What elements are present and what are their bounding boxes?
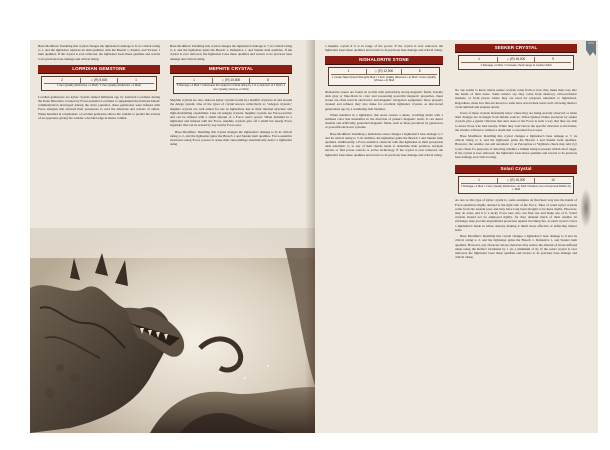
stat-cell: ◇ (R) 12,500 [367, 69, 403, 74]
stat-cell: 1 [331, 69, 367, 74]
solari-mods: 1 Damage +1 Mod / 1 Item Quality (Defensive +1) Mod / Reduce cost of improved Reflect by ◇ Mod [461, 184, 571, 192]
stat-cell: 8 [418, 69, 421, 74]
stat-cell: 1 [461, 57, 498, 62]
right-column-1 [325, 44, 443, 159]
lorrdian-stats [41, 76, 157, 91]
right-col1-body3: Base Modifiers: Installing a nishalorite stone changes a lightsaber's base damage to 7 and its critical rating to 3. In addition, the lightsaber gains the Breach 1 and Sunder item qualities. Additionally, a Force-sensitive character with this lightsaber in their possession adds automatic ◇ to any of their checks made to determine their position, navigate terrain, or find power sources or active technology. If the crystal is ever removed, the lightsaber loses these qualities and reverts to its previous base damage and critical rating. [325, 131, 443, 157]
lorrdian-mods: 1 Item Quality (Defensive +1 Mod) / 1 Item Quality (Deflection +1 Mod) [44, 83, 154, 88]
mephite-title: MEPHITE CRYSTAL [170, 65, 292, 74]
stat-cell: ◇ (R) 10,800 [213, 78, 250, 83]
solari-stats [458, 176, 574, 194]
right-col1-top: a mephite crystal if it is in range of the power. If the crystal is ever removed, the lightsaber loses these qualities and reverts to its previous base damage and critical rating. [325, 44, 443, 53]
right-column-2 [455, 44, 577, 261]
stat-cell: ◇ (R) 16,000 [498, 178, 535, 183]
nishalorite-mods: 1 Innate Talent (Feral Strength) Mod / 1 Item Quality (Disorient +1) Mod / 1 Item Quality (Vicious +1) Mod [332, 75, 436, 83]
seeker-mods: 1 Damage +1 Mod, 1 Increase check range to medium Mod [461, 62, 571, 67]
seeker-stats [458, 55, 574, 70]
stat-cell: 10 [551, 178, 555, 183]
right-col2-body: No one seems to know where seeker crystals come from or how they make their way into the hands of their users. Some rumors say they come from shadowy, ultra-exclusive markets, or from places where they are used for purposes unrelated to lightsabers. Regardless, those few that are known to exist have served their users well, allowing them to avoid ambush and surprise attack. [455, 87, 577, 109]
stat-cell: 2 [44, 78, 81, 83]
stat-cell: 1 [461, 178, 498, 183]
left-col1-body: Lorrdian gemstones are kyber crystals named millennia ago by enslaved Lorrdians during the Kanz Disorders. Created by Force-sensitive Lorrdians to supplement the intricate kinetic communication developed among the slave populace, these gemstones were infused with Force energies that allowed their possessors to read the emotions and actions of others. When installed in a lightsaber, a Lorrdian gemstone allows the wielder to predict the actions of an opponent, giving the wielder a decided edge in melee combat. [38, 94, 160, 120]
left-column-2 [170, 44, 292, 148]
creature-illustration [30, 228, 315, 433]
solari-stat-block [455, 165, 577, 194]
right-col2-body2: Users of these crystals insistently know where they are being secretly observed or when their changes are in danger from hidden sources. When ignited, blades produced by seeker crystals give a gentle vibration that alert users to the Force is such a way that they are able to detect those who lurk nearby. While they won't know the specific direction to the lurker, the wielder will know without a doubt that a concealed foe is near. [455, 110, 577, 132]
left-col2-intro: Base Modifiers: Installing this crystal changes the lightsaber's damage to 7, its critical rating to 2, and the lightsaber gains the Breach 1, Defensive 1, and Sunder item qualities. If the crystal is ever removed, the lightsaber loses these qualities and reverts to its previous base damage and critical rating. [170, 44, 292, 61]
left-column-1 [38, 44, 160, 122]
stat-cell: ◇ (R) 5,600 [81, 78, 118, 83]
right-col2-body5: Base Modifiers: Installing this crystal changes a lightsaber's base damage to 6 and its critical rating to 2, and the lightsaber gains the Breach 1, Defensive 1, and Sunder item qualities. However, any character whose character may reduce the amount of strain suffered when using the Reflect incidental by 1 (to a minimum of 0). If the solari crystal is ever removed, the lightsaber loses these qualities and reverts to its previous base damage and critical rating. [455, 234, 577, 260]
mephite-stat-block [170, 65, 292, 94]
right-col1-body: Nishalorite stones are found on worlds with particularly strong magnetic fields. Usually dark gray or blue-black in color and possessing powerful magnetic properties, these stones are often used in electronics and magnetic navigation equipment. Once properly cleaned and refined, they also make for excellent lightsaber crystals, as discovered generations ago by a wandering Jedi Sentinel. [325, 89, 443, 111]
left-col2-body: Mephite crystals are rare, lustrous kyber crystals found in a handful of places in and around the Adega system. One of the types of crystal known collectively as "Adegan crystals," mephite crystals are well suited for use in lightsabers due to their internal structure and light-modulating capabilities. Like all Adegan crystals, mephite crystals are Force-reactive and can be infused with a small amount of a Force user's power. When installed in a lightsaber and infused with the Force, mephite crystals give off a small but steady Force signature that can be sensed by any nearby Force user. [170, 98, 292, 128]
lorrdian-stat-block [38, 65, 160, 91]
right-col1-body2: When installed in a lightsaber, this stone creates a dense, crackling blade with a subdued color that intensifies in the direction of planet's magnetic north. It can detect instable and artificially generated magnetic fields, such as those produced by generators or powerful electronic systems. [325, 112, 443, 130]
lorrdian-title: LORRDIAN GEMSTONE [38, 65, 160, 74]
ink-blot-decoration [580, 188, 592, 228]
corner-ornament-icon [584, 40, 598, 58]
mephite-stats [173, 76, 289, 94]
nishalorite-stat-block [325, 56, 443, 85]
right-col2-body4: As rare as this type of kyber crystal is, some examples do find their way into the hands of Force-sensitives highly attuned to the light side of the Force. Tales of solari kyber crystals come from the ancient past, and they have long been thought to be mere myths. However, they do exist, and it is a lucky Force user who can find one and make use of it. Solari crystals should not be employed lightly, for they demand much of their wielder. In exchange, they provide unparalleled protection against incoming fire. A solari crystal covers a lightsaber's blade in white, thereby making it much more effective at deflecting blaster bolts. [455, 198, 577, 232]
solari-title: Solari Crystal [455, 165, 577, 174]
seeker-title: SEEKER CRYSTAL [455, 44, 577, 53]
nishalorite-title: NISHALORITE STONE [325, 56, 443, 65]
stat-cell: 8 [267, 77, 269, 82]
seeker-stat-block [455, 44, 577, 70]
left-page [30, 40, 315, 433]
nishalorite-stats [328, 67, 440, 85]
stat-cell: 9 [552, 57, 554, 61]
left-col1-intro: Base Modifiers: Installing this crystal changes the lightsaber's damage to 8, its critical rating to 1, and the lightsaber replaces its item qualities with the Breach 1, Sunder, and Vicious 1 item qualities. If the crystal is ever removed, the lightsaber loses these qualities and reverts to its previous base damage and critical rating. [38, 44, 160, 61]
mephite-mods: 5 Damage +1 Mod / 1 Decrease the weapon's critical rating by 1 to a minimum of 1 Mod / 1 Item Quality (Vicious +1 Mod) [176, 84, 286, 91]
right-col2-body3: Base Modifiers: Installing this crystal changes a lightsaber's base damage to 7, its critical rating to 2, and the lightsaber gains the Breach 1 and Sunder item qualities. However, the wielder can add automatic ◇ on Perception or Vigilance check may add ◇◇ to the check for purposes of detecting whether a hidden being is present within short range. If the crystal is ever removed, the lightsaber loses these qualities and reverts to its previous base damage and critical rating. [455, 133, 577, 159]
right-page [315, 40, 598, 433]
stat-cell: ◇ (R) 16,000 [498, 57, 535, 62]
left-col2-body2: Base Modifiers: Installing this crystal changes the lightsaber's damage to 8, its critical rating to 2, and the lightsaber gains the Breach 1 and Sunder item qualities. Force-sensitive characters using Force powers to sense their surroundings automatically detect a lightsaber using [170, 129, 292, 147]
stat-cell: 1 [176, 78, 213, 83]
stat-cell: 1 [135, 77, 137, 82]
